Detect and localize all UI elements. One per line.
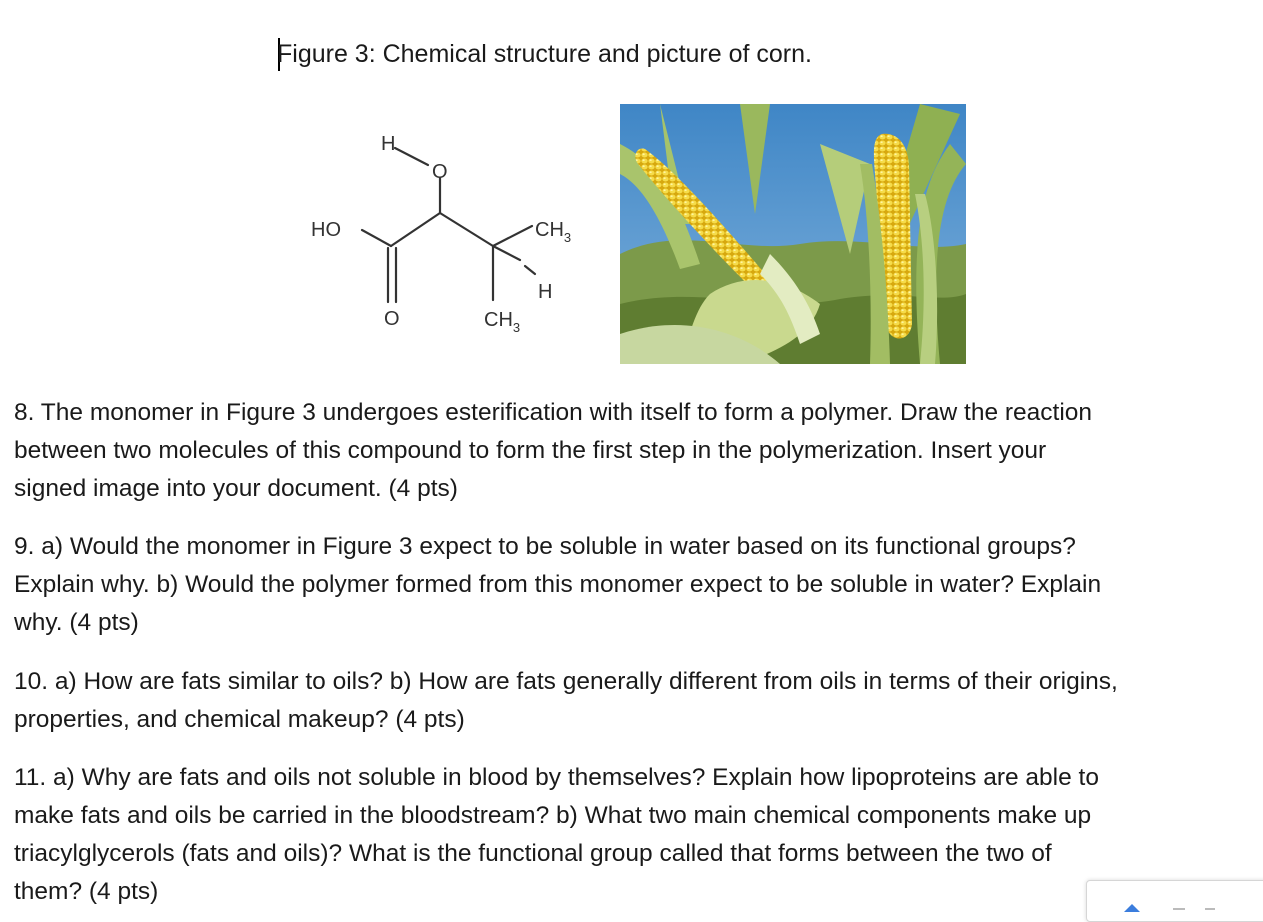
question-line: Explain why. b) Would the polymer formed from this monomer expect to be soluble in water? Explain (14, 571, 1102, 598)
bond-h-o (395, 148, 428, 165)
question-line: them? (4 pts) (14, 878, 159, 905)
bond-c3-h-a (493, 246, 520, 260)
question-11 (14, 759, 1259, 911)
bond-c2-c1 (391, 213, 440, 246)
question-line: 8. The monomer in Figure 3 undergoes esterification with itself to form a polymer. Draw the reaction (14, 399, 1093, 426)
label-h-top: H (381, 133, 396, 155)
question-line: 9. a) Would the monomer in Figure 3 expect to be soluble in water based on its functional groups? (14, 533, 1076, 560)
question-line: make fats and oils be carried in the bloodstream? b) What two main chemical components make up (14, 802, 1092, 829)
question-line: 10. a) How are fats similar to oils? b) How are fats generally different from oils in terms of their origins, (14, 668, 1118, 695)
question-line: 11. a) Why are fats and oils not soluble in blood by themselves? Explain how lipoproteins are able to (14, 764, 1099, 791)
question-10 (14, 663, 1259, 739)
question-9 (14, 528, 1259, 642)
label-h-right: H (538, 281, 553, 303)
chemical-structure-diagram (295, 118, 595, 340)
question-line: signed image into your document. (4 pts) (14, 475, 458, 502)
corn-photo (620, 104, 966, 364)
floating-toolbar-widget[interactable] (1086, 880, 1263, 922)
bond-c3-h-b (525, 266, 535, 274)
question-line: properties, and chemical makeup? (4 pts) (14, 706, 465, 733)
bond-c1-oh (362, 230, 391, 246)
label-o-top: O (432, 161, 448, 183)
bond-c2-c3 (440, 213, 493, 246)
question-8 (14, 394, 1259, 508)
question-line: why. (4 pts) (14, 609, 139, 636)
label-o-bottom: O (384, 308, 400, 330)
label-ch3-right: $CH_3$ (535, 219, 572, 245)
bond-c3-ch3 (493, 226, 532, 246)
figure-caption: Figure 3: Chemical structure and picture of corn. (277, 40, 812, 68)
label-ho: HO (311, 219, 341, 241)
question-line: triacylglycerols (fats and oils)? What is the functional group called that forms between the two of (14, 840, 1052, 867)
chevron-up-icon[interactable] (1123, 903, 1141, 913)
question-line: between two molecules of this compound to form the first step in the polymerization. Insert your (14, 437, 1047, 464)
label-ch3-bottom: $CH_3$ (484, 309, 521, 335)
